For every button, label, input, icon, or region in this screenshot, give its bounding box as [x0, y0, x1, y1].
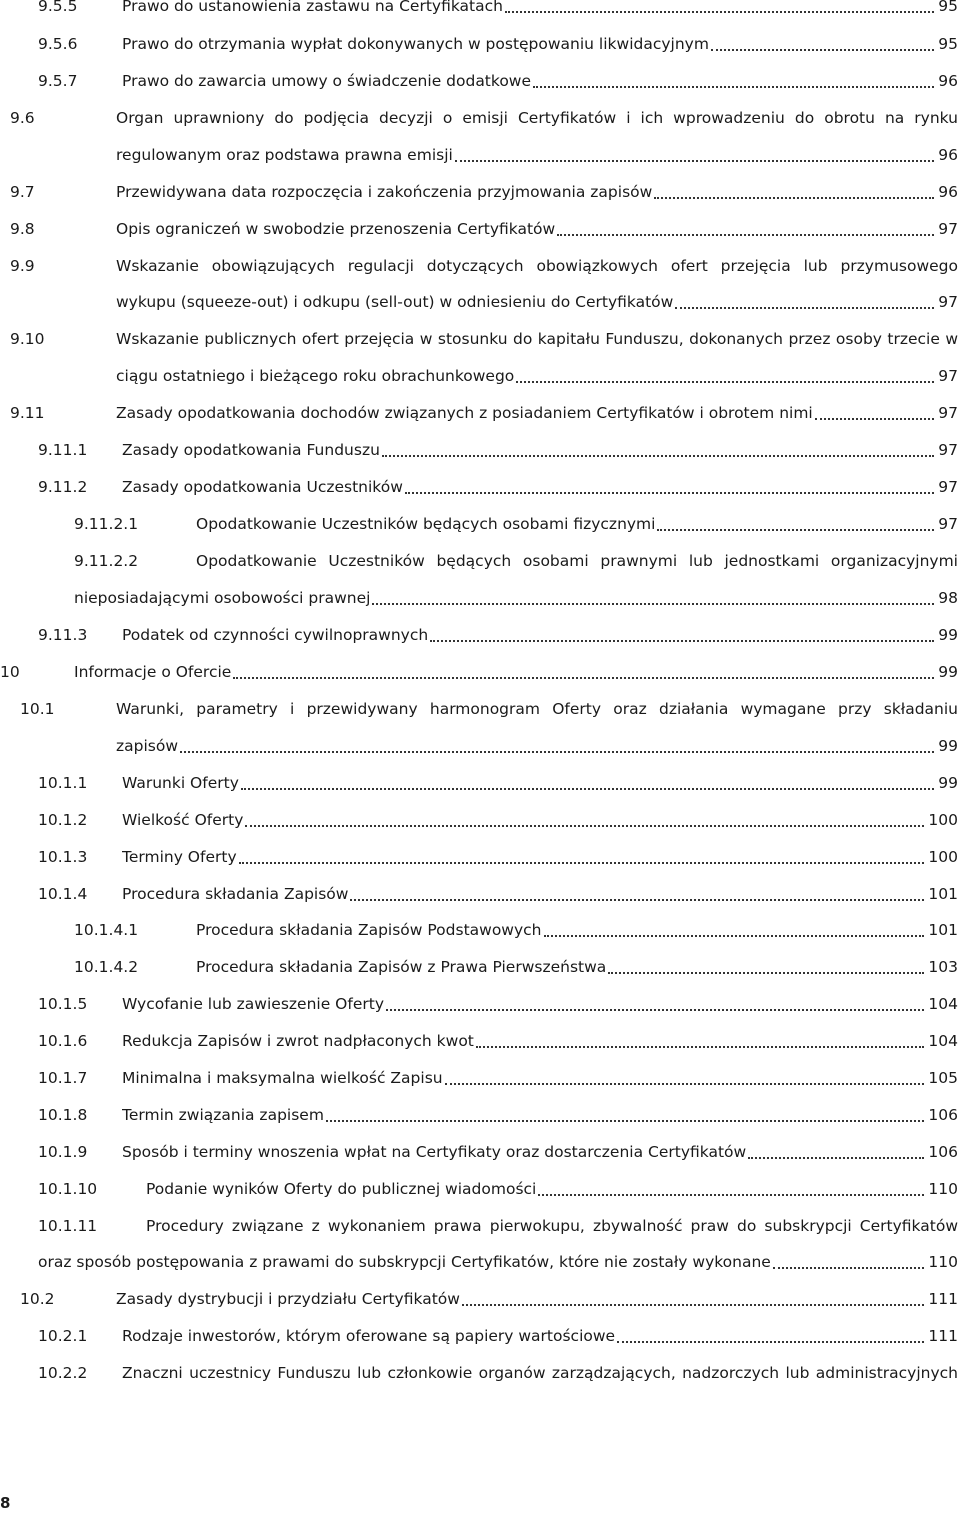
toc-entry[interactable]: [0, 660, 958, 684]
toc-entry[interactable]: [38, 69, 958, 93]
toc-entry-line1[interactable]: [74, 549, 958, 573]
toc-number: 9.6: [10, 109, 35, 127]
toc-entry-line2[interactable]: [116, 364, 958, 388]
toc-title: Minimalna i maksymalna wielkość Zapisu: [122, 1069, 443, 1087]
toc-number: 10.1.10: [38, 1180, 98, 1198]
toc-page: 105: [928, 1069, 958, 1087]
toc-entry-line2[interactable]: [74, 586, 958, 610]
toc-entry[interactable]: [74, 512, 958, 536]
leader-dots: [476, 1045, 925, 1048]
toc-number: 9.9: [10, 257, 35, 275]
toc-title: Podatek od czynności cywilnoprawnych: [122, 626, 429, 644]
toc-entry[interactable]: [38, 992, 958, 1016]
toc-page: 97: [938, 441, 958, 459]
toc-title: Procedura składania Zapisów: [122, 885, 349, 903]
toc-number: 9.11.2.2: [74, 552, 139, 570]
toc-entry[interactable]: [38, 771, 958, 795]
toc-entry[interactable]: [10, 217, 958, 241]
toc-entry-line2[interactable]: [38, 1250, 958, 1274]
leader-dots: [544, 934, 925, 937]
toc-page: 95: [938, 0, 958, 15]
toc-page: 99: [938, 626, 958, 644]
toc-page: 97: [938, 220, 958, 238]
toc-entry[interactable]: [10, 401, 958, 425]
toc-entry[interactable]: [38, 0, 958, 18]
toc-title: Podanie wyników Oferty do publicznej wiadomości: [146, 1180, 537, 1198]
toc-page: 104: [928, 1032, 958, 1050]
toc-number: 10.1.4.1: [74, 921, 139, 939]
toc-title: Warunki Oferty: [122, 774, 239, 792]
toc-page: 110: [928, 1180, 958, 1198]
toc-entry-line1[interactable]: [10, 327, 958, 351]
toc-page: 96: [938, 146, 958, 164]
toc-title-cont: zapisów: [116, 737, 179, 755]
toc-entry-line1[interactable]: [38, 1361, 958, 1385]
toc-page: 97: [938, 293, 958, 311]
toc-page: 97: [938, 367, 958, 385]
toc-page: 101: [928, 921, 958, 939]
toc-title: Terminy Oferty: [122, 848, 237, 866]
toc-number: 9.5.5: [38, 0, 78, 15]
leader-dots: [657, 528, 934, 531]
toc-number: 10.1.4.2: [74, 958, 139, 976]
toc-number: 10.2.2: [38, 1364, 88, 1382]
toc-entry-line1[interactable]: [38, 1214, 958, 1238]
toc-title: Prawo do ustanowienia zastawu na Certyfikatach: [122, 0, 503, 15]
toc-title: Warunki, parametry i przewidywany harmonogram Oferty oraz działania wymagane przy składaniu: [116, 700, 958, 718]
toc-number: 9.11.3: [38, 626, 88, 644]
toc-entry[interactable]: [20, 1287, 958, 1311]
toc-entry[interactable]: [38, 1177, 958, 1201]
toc-entry[interactable]: [38, 1324, 958, 1348]
toc-title: Zasady dystrybucji i przydziału Certyfikatów: [116, 1290, 460, 1308]
toc-title: Wskazanie obowiązujących regulacji dotyczących obowiązkowych ofert przejęcia lub przymusowego: [116, 257, 958, 275]
toc-number: 10: [0, 663, 20, 681]
toc-title: Opodatkowanie Uczestników będących osobami fizycznymi: [196, 515, 656, 533]
toc-title: Wskazanie publicznych ofert przejęcia w stosunku do kapitału Funduszu, dokonanych przez osoby trzecie w: [116, 330, 958, 348]
leader-dots: [533, 85, 934, 88]
toc-number: 10.1.9: [38, 1143, 88, 1161]
toc-entry-line2[interactable]: [116, 143, 958, 167]
toc-title: Rodzaje inwestorów, którym oferowane są papiery wartościowe: [122, 1327, 616, 1345]
toc-entry[interactable]: [38, 32, 958, 56]
toc-entry[interactable]: [38, 1140, 958, 1164]
toc-title: Przewidywana data rozpoczęcia i zakończenia przyjmowania zapisów: [116, 183, 653, 201]
leader-dots: [773, 1266, 925, 1269]
toc-title-cont: oraz sposób postępowania z prawami do subskrypcji Certyfikatów, które nie zostały wykonane: [38, 1253, 771, 1271]
toc-number: 10.1.1: [38, 774, 88, 792]
leader-dots: [815, 417, 935, 420]
toc-entry[interactable]: [38, 808, 958, 832]
toc-entry-line1[interactable]: [20, 697, 958, 721]
toc-page: 97: [938, 515, 958, 533]
toc-number: 10.1.8: [38, 1106, 88, 1124]
leader-dots: [675, 306, 934, 309]
toc-title-cont: regulowanym oraz podstawa prawna emisji: [116, 146, 453, 164]
toc-title: Informacje o Ofercie: [74, 663, 232, 681]
leader-dots: [455, 159, 934, 162]
leader-dots: [445, 1082, 925, 1085]
toc-title-cont: nieposiadającymi osobowości prawnej: [74, 589, 371, 607]
toc-number: 9.10: [10, 330, 45, 348]
toc-number: 9.11: [10, 404, 45, 422]
leader-dots: [654, 196, 934, 199]
toc-page: 99: [938, 774, 958, 792]
toc-page: 103: [928, 958, 958, 976]
toc-title-cont: wykupu (squeeze-out) i odkupu (sell-out) w odniesieniu do Certyfikatów: [116, 293, 674, 311]
toc-entry[interactable]: [38, 1029, 958, 1053]
toc-title: Znaczni uczestnicy Funduszu lub członkowie organów zarządzających, nadzorczych lub administracyjnych: [122, 1364, 958, 1382]
toc-page: 96: [938, 72, 958, 90]
toc-page: 104: [928, 995, 958, 1013]
toc-title: Prawo do zawarcia umowy o świadczenie dodatkowe: [122, 72, 532, 90]
toc-page: 100: [928, 811, 958, 829]
toc-page: 101: [928, 885, 958, 903]
toc-page: 99: [938, 663, 958, 681]
toc-page: 110: [928, 1253, 958, 1271]
toc-title-cont: ciągu ostatniego i bieżącego roku obrachunkowego: [116, 367, 515, 385]
page-number: 8: [0, 1494, 11, 1512]
leader-dots: [326, 1119, 924, 1122]
toc-entry-line2[interactable]: [116, 290, 958, 314]
toc-title: Redukcja Zapisów i zwrot nadpłaconych kwot: [122, 1032, 474, 1050]
leader-dots: [350, 898, 924, 901]
leader-dots: [233, 676, 934, 679]
toc-title: Procedury związane z wykonaniem prawa pierwokupu, zbywalność praw do subskrypcji Certyfikatów: [146, 1217, 958, 1235]
toc-entry[interactable]: [38, 845, 958, 869]
leader-dots: [608, 971, 924, 974]
toc-entry-line1[interactable]: [10, 106, 958, 130]
toc-number: 10.1.4: [38, 885, 88, 903]
toc-number: 9.7: [10, 183, 35, 201]
toc-page: 99: [938, 737, 958, 755]
leader-dots: [239, 861, 925, 864]
toc-title: Termin związania zapisem: [122, 1106, 324, 1124]
leader-dots: [617, 1340, 924, 1343]
leader-dots: [557, 233, 934, 236]
toc-title: Prawo do otrzymania wypłat dokonywanych w postępowaniu likwidacyjnym: [122, 35, 709, 53]
toc-number: 9.11.1: [38, 441, 88, 459]
leader-dots: [245, 824, 924, 827]
toc-number: 9.11.2: [38, 478, 88, 496]
leader-dots: [382, 454, 934, 457]
toc-entry[interactable]: [74, 955, 958, 979]
toc-page: 97: [938, 404, 958, 422]
toc-entry[interactable]: [10, 180, 958, 204]
toc-entry[interactable]: [38, 623, 958, 647]
toc-page: 98: [938, 589, 958, 607]
leader-dots: [462, 1303, 924, 1306]
toc-page: 106: [928, 1143, 958, 1161]
toc-page: 106: [928, 1106, 958, 1124]
leader-dots: [180, 750, 934, 753]
toc-title: Opodatkowanie Uczestników będących osobami prawnymi lub jednostkami organizacyjnymi: [196, 552, 958, 570]
toc-entry[interactable]: [38, 882, 958, 906]
toc-number: 10.1.11: [38, 1217, 98, 1235]
toc-entry-line2[interactable]: [116, 734, 958, 758]
toc-number: 10.2: [20, 1290, 55, 1308]
toc-page: 111: [928, 1327, 958, 1345]
toc-title: Zasady opodatkowania Funduszu: [122, 441, 380, 459]
toc-entry-line1[interactable]: [10, 254, 958, 278]
toc-number: 9.5.6: [38, 35, 78, 53]
toc-number: 9.5.7: [38, 72, 78, 90]
toc-number: 10.1.6: [38, 1032, 88, 1050]
toc-title: Zasady opodatkowania dochodów związanych z posiadaniem Certyfikatów i obrotem nimi: [116, 404, 813, 422]
toc-number: 10.1: [20, 700, 55, 718]
toc-entry[interactable]: [38, 1066, 958, 1090]
toc-number: 10.1.5: [38, 995, 88, 1013]
leader-dots: [372, 602, 934, 605]
toc-title: Opis ograniczeń w swobodzie przenoszenia Certyfikatów: [116, 220, 556, 238]
toc-page: 100: [928, 848, 958, 866]
toc-number: 9.8: [10, 220, 35, 238]
leader-dots: [430, 639, 934, 642]
leader-dots: [386, 1008, 924, 1011]
toc-page: 96: [938, 183, 958, 201]
leader-dots: [748, 1156, 924, 1159]
toc-number: 10.2.1: [38, 1327, 88, 1345]
toc-entry[interactable]: [74, 918, 958, 942]
toc-entry[interactable]: [38, 1103, 958, 1127]
toc-title: Zasady opodatkowania Uczestników: [122, 478, 403, 496]
toc-number: 10.1.3: [38, 848, 88, 866]
toc-title: Organ uprawniony do podjęcia decyzji o emisji Certyfikatów i ich wprowadzeniu do obrotu na rynku: [116, 109, 958, 127]
leader-dots: [711, 48, 934, 51]
toc-entry[interactable]: [38, 475, 958, 499]
toc-number: 10.1.7: [38, 1069, 88, 1087]
toc-title: Wycofanie lub zawieszenie Oferty: [122, 995, 384, 1013]
leader-dots: [505, 10, 934, 13]
toc-page: 97: [938, 478, 958, 496]
leader-dots: [516, 380, 934, 383]
toc-page: 111: [928, 1290, 958, 1308]
toc-number: 10.1.2: [38, 811, 88, 829]
toc-page: 95: [938, 35, 958, 53]
toc-title: Sposób i terminy wnoszenia wpłat na Certyfikaty oraz dostarczenia Certyfikatów: [122, 1143, 747, 1161]
toc-title: Wielkość Oferty: [122, 811, 244, 829]
leader-dots: [538, 1193, 924, 1196]
leader-dots: [405, 491, 934, 494]
toc-title: Procedura składania Zapisów Podstawowych: [196, 921, 542, 939]
toc-entry[interactable]: [38, 438, 958, 462]
leader-dots: [241, 787, 934, 790]
toc-number: 9.11.2.1: [74, 515, 139, 533]
toc-title: Procedura składania Zapisów z Prawa Pierwszeństwa: [196, 958, 607, 976]
